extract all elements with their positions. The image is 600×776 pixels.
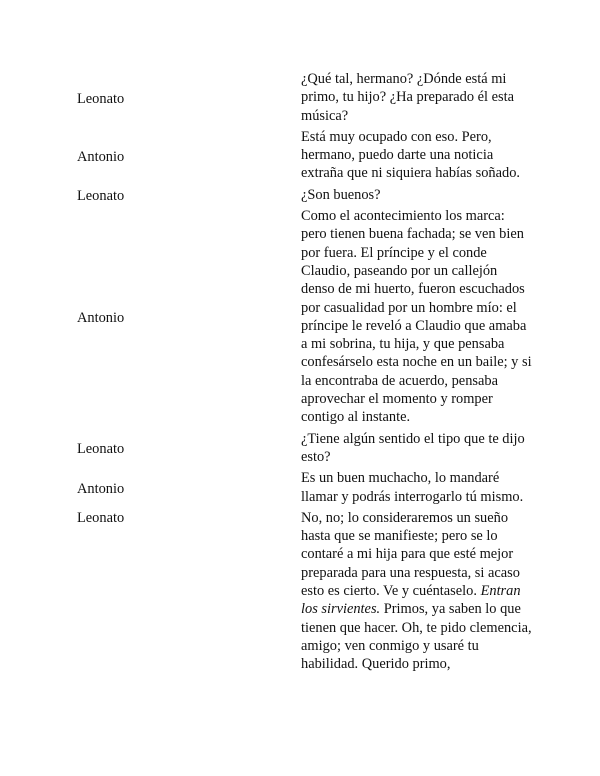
dialogue-line: ¿Tiene algún sentido el tipo que te dijo esto?	[301, 430, 525, 465]
dialogue-line: Es un buen muchacho, lo mandaré llamar y podrás interrogarlo tú mismo.	[301, 470, 524, 505]
speaker-name: Leonato	[77, 188, 125, 205]
dialogue-line	[301, 509, 533, 677]
speaker-name: Antonio	[77, 480, 125, 497]
speaker-name: Leonato	[77, 90, 125, 107]
stage-direction: Entran los sirvientes.	[301, 583, 521, 618]
dialogue-text: No, no; lo consideraremos un sueño hasta que se manifieste; pero se lo contaré a mi hija para que esté mejor preparada para una respuesta, si acaso esto es cierto. Ve y cuéntaselo.	[301, 509, 520, 600]
dialogue-row	[77, 70, 533, 128]
dialogue-row	[77, 430, 533, 470]
dialogue-row	[77, 128, 533, 186]
speaker-name: Leonato	[77, 509, 125, 526]
dialogue-row	[77, 186, 533, 207]
speaker-name: Leonato	[77, 441, 125, 458]
dialogue-line: Está muy ocupado con eso. Pero, hermano, puedo darte una noticia extraña que ni siquiera habías soñado.	[301, 128, 520, 182]
speaker-name: Antonio	[77, 310, 125, 327]
dialogue-row	[77, 207, 533, 430]
dialogue-text: Primos, ya saben lo que tienen que hacer. Oh, te pido clemencia, amigo; ven conmigo y usaré tu habilidad. Querido primo,	[301, 601, 532, 673]
dialogue-line: ¿Qué tal, hermano? ¿Dónde está mi primo, tu hijo? ¿Ha preparado él esta música?	[301, 71, 514, 124]
dialogue-row	[77, 469, 533, 509]
dialogue-table	[77, 70, 533, 677]
dialogue-line: Como el acontecimiento los marca: pero tienen buena fachada; se ven bien por fuera. El príncipe y el conde Claudio, paseando por un callejón denso de mi huerto, fueron escuchados por casualidad por un hombre mío: el príncipe le reveló a Claudio que amaba a mi sobrina, tu hija, y que pensaba confesárselo esta noche en un baile; y si la encontraba de acuerdo, pensaba aprovechar el momento y romper contigo al instante.	[301, 208, 532, 426]
dialogue-line: ¿Son buenos?	[301, 186, 381, 203]
speaker-name: Antonio	[77, 148, 125, 165]
dialogue-row	[77, 509, 533, 677]
